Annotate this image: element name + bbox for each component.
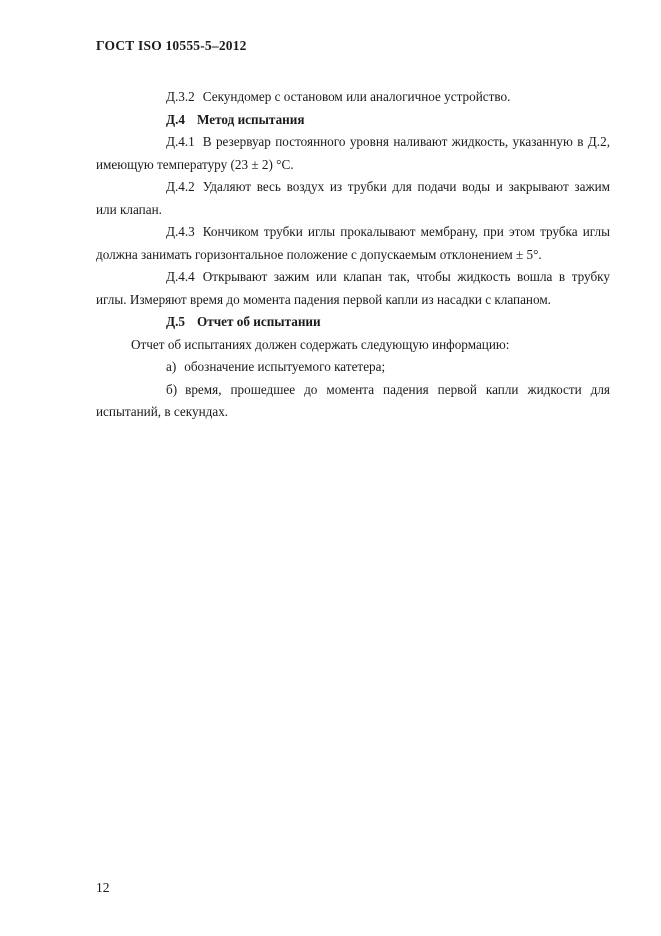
list-marker: б) [166, 381, 178, 397]
list-item-text: обозначение испытуемого катетера; [184, 359, 386, 374]
clause-text: Удаляют весь воздух из трубки для подачи воды и закрывают зажим или клапан. [96, 179, 610, 217]
heading-text: Метод испытания [196, 111, 305, 127]
clause-text: В резервуар постоянного уровня наливают жидкость, указанную в Д.2, имеющую температуру (23 ± 2) °С. [96, 134, 610, 172]
heading-number: Д.5 [166, 314, 185, 329]
clause-number: Д.3.2 [166, 89, 195, 104]
clause-text: Открывают зажим или клапан так, чтобы жидкость вошла в трубку иглы. Измеряют время до момента падения первой капли из насадки с клапаном. [96, 269, 610, 307]
clause-number: Д.4.4 [166, 269, 195, 284]
paragraph-d-3-2 [96, 86, 610, 109]
page-number: 12 [96, 880, 110, 895]
list-item-text: время, прошедшее до момента падения первой капли жидкости для испытаний, в секундах. [96, 381, 610, 419]
clause-number: Д.4.3 [166, 224, 195, 239]
heading-d-5 [96, 311, 610, 334]
list-item-b [96, 379, 610, 424]
list-item-a [96, 356, 610, 379]
heading-number: Д.4 [166, 111, 185, 127]
list-marker: а) [166, 359, 177, 374]
paragraph-d-4-4 [96, 266, 610, 311]
standard-header: ГОСТ ISO 10555-5–2012 [96, 38, 247, 53]
document-body [96, 86, 610, 424]
clause-text: Кончиком трубки иглы прокалывают мембрану, при этом трубка иглы должна занимать горизонтальное положение с допускаемым отклонением ± 5°. [96, 224, 610, 262]
clause-number: Д.4.1 [166, 134, 195, 149]
paragraph-text: Отчет об испытаниях должен содержать следующую информацию: [131, 336, 510, 352]
paragraph-report-intro [96, 334, 610, 357]
paragraph-d-4-3 [96, 221, 610, 266]
clause-text: Секундомер с остановом или аналогичное устройство. [202, 89, 511, 104]
paragraph-d-4-1 [96, 131, 610, 176]
heading-text: Отчет об испытании [196, 314, 321, 329]
heading-d-4 [96, 109, 610, 132]
clause-number: Д.4.2 [166, 179, 195, 194]
paragraph-d-4-2 [96, 176, 610, 221]
